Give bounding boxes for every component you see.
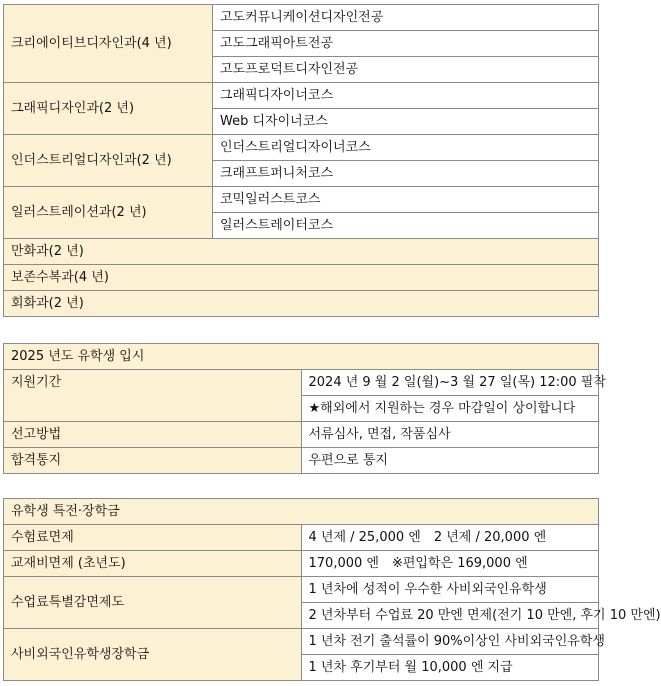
exam-fee-value: 4 년제 / 25,000 엔 2 년제 / 20,000 엔 <box>301 525 599 551</box>
method-value: 서류심사, 면접, 작품심사 <box>301 422 599 448</box>
dept-creative: 크리에이티브디자인과(4 년) <box>4 5 213 83</box>
period-note: ★해외에서 지원하는 경우 마감일이 상이합니다 <box>301 396 599 422</box>
material-value: 170,000 엔 ※편입학은 169,000 엔 <box>301 551 599 577</box>
scholarship-title: 유학생 특전·장학금 <box>4 499 599 525</box>
private-line2: 1 년차 후기부터 월 10,000 엔 지급 <box>301 655 599 681</box>
course-item: 그래픽디자이너코스 <box>213 83 599 109</box>
dept-painting: 회화과(2 년) <box>4 291 599 317</box>
course-item: 일러스트레이터코스 <box>213 213 599 239</box>
course-item: Web 디자이너코스 <box>213 109 599 135</box>
tuition-line1: 1 년차에 성적이 우수한 사비외국인유학생 <box>301 577 599 603</box>
admission-title: 2025 년도 유학생 입시 <box>4 344 599 370</box>
notice-label: 합격통지 <box>4 448 302 474</box>
method-label: 선고방법 <box>4 422 302 448</box>
departments-table <box>3 4 599 317</box>
course-item: 코믹일러스트코스 <box>213 187 599 213</box>
dept-graphic: 그래픽디자인과(2 년) <box>4 83 213 135</box>
tuition-label: 수업료특별감면제도 <box>4 577 302 629</box>
course-item: 고도프로덕트디자인전공 <box>213 57 599 83</box>
dept-illustration: 일러스트레이션과(2 년) <box>4 187 213 239</box>
scholarship-table <box>3 498 661 681</box>
notice-value: 우편으로 통지 <box>301 448 599 474</box>
dept-industrial: 인더스트리얼디자인과(2 년) <box>4 135 213 187</box>
dept-manga: 만화과(2 년) <box>4 239 599 265</box>
private-line1: 1 년차 전기 출석률이 90%이상인 사비외국인유학생 <box>301 629 599 655</box>
material-label: 교재비면제 (초년도) <box>4 551 302 577</box>
admission-table <box>3 343 606 474</box>
exam-fee-label: 수험료면제 <box>4 525 302 551</box>
period-value: 2024 년 9 월 2 일(월)~3 월 27 일(목) 12:00 필착 <box>301 370 599 396</box>
dept-conservation: 보존수복과(4 년) <box>4 265 599 291</box>
course-item: 고도그래픽아트전공 <box>213 31 599 57</box>
tuition-line2: 2 년차부터 수업료 20 만엔 면제(전기 10 만엔, 후기 10 만엔) <box>301 603 599 629</box>
course-item: 고도커뮤니케이션디자인전공 <box>213 5 599 31</box>
course-item: 인더스트리얼디자이너코스 <box>213 135 599 161</box>
period-label: 지원기간 <box>4 370 302 422</box>
course-item: 크래프트퍼니처코스 <box>213 161 599 187</box>
private-scholarship-label: 사비외국인유학생장학금 <box>4 629 302 681</box>
